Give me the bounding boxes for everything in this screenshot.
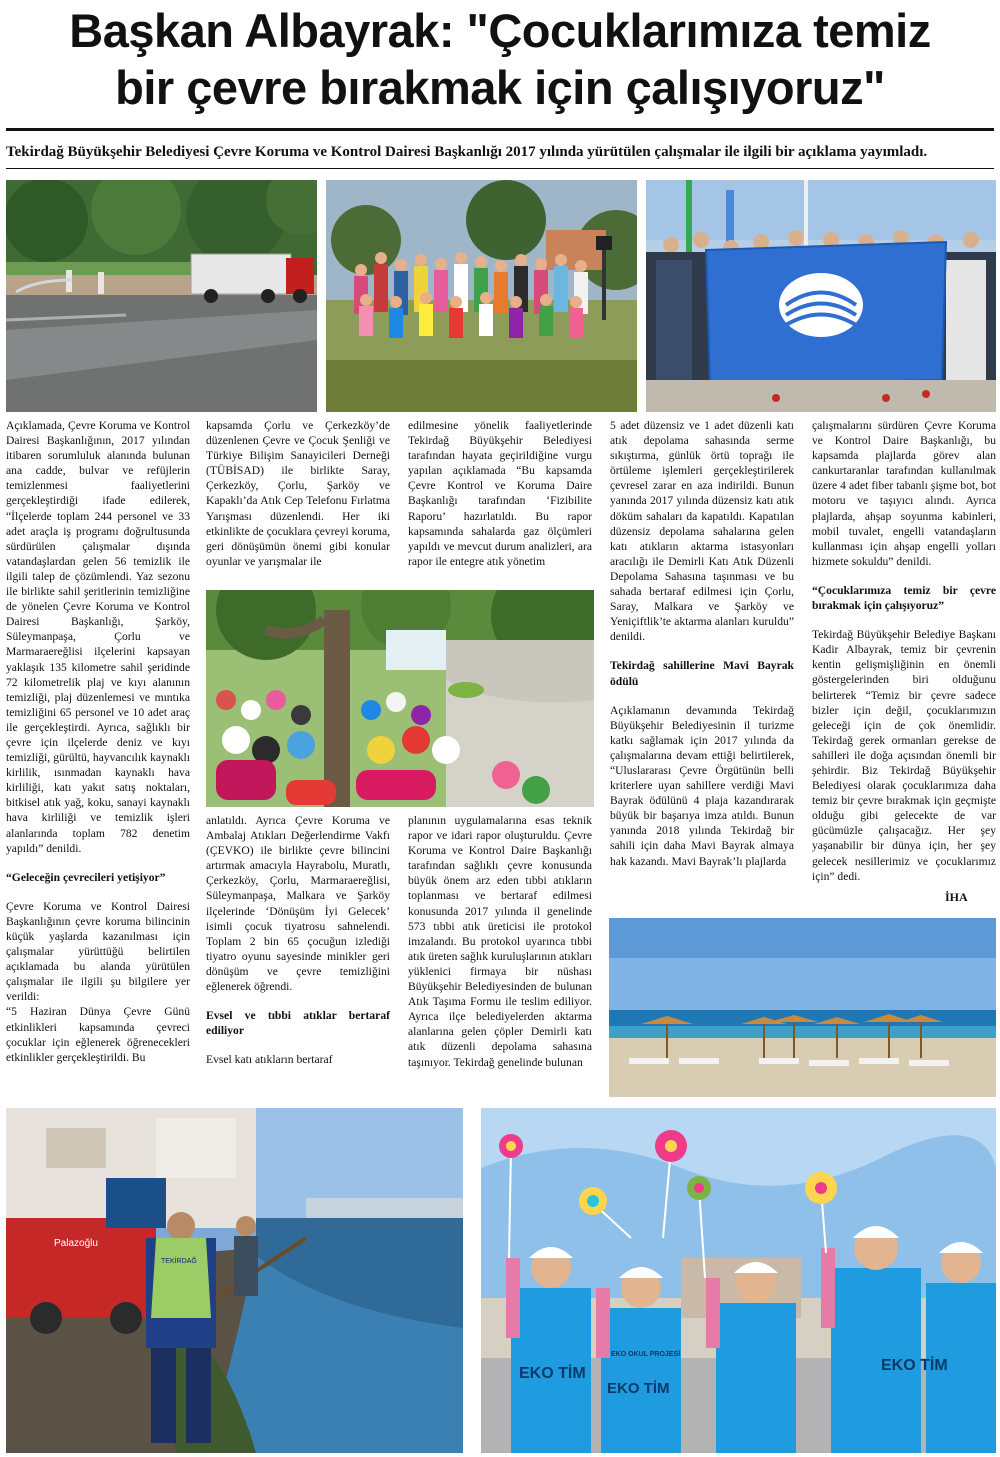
- body-paragraph: 5 adet düzensiz ve 1 adet düzenli katı atık depolama sahasında serme sıkıştırma, günlük örtü toprağı ile örtüleme işlemleri gerçekleştirilerek çevresel zarar en aza indirildi. Bunun yanında 2017 yılında düzensiz katı atık döküm sahaları da kapatıldı. Kapatılan düzensiz depolama sahalarına gelen katı atıkların aktarma istasyonları aracılığı ile Demirli Katı Atık Düzenli Depolama Sahasına taşınması ve bu sahada bertaraf edilmesi için Çorlu, Saray, Malkara ve Şarköy ve Yeniçiftlik’te aktarma alanları kuruldu” denildi.: [610, 419, 794, 644]
- article-column-2-top: [206, 418, 390, 569]
- vest-team-text-3: EKO TİM: [881, 1357, 948, 1374]
- body-paragraph: kapsamda Çorlu ve Çerkezköy’de düzenlenen Çevre ve Çocuk Şenliği ve Türkiye Bilişim Sanayicileri Derneği (TÜBİSAD) ile birlikte Saray, Çerkezköy, Çorlu, Şarköy ve Kapaklı’da Atık Cep Telefonu Fırlatma Yarışması düzenlendi. Her iki etkinlikte de çocuklara çevreyi koruma, geri dönüşümün önemi gibi konular oyunlar ve yarışmalar ile: [206, 419, 390, 568]
- article-column-4: [610, 418, 794, 869]
- page-title: [0, 2, 1000, 116]
- blue-flag-photo: [646, 180, 996, 412]
- section-heading: “Çocuklarımıza temiz bir çevre bırakmak için çalışıyoruz”: [812, 583, 996, 613]
- section-heading: Tekirdağ sahillerine Mavi Bayrak ödülü: [610, 659, 794, 688]
- body-paragraph: “5 Haziran Dünya Çevre Günü etkinlikleri kapsamında çevreci çocuklar için eğlenerek öğrenecekleri etkinlikler gerçekleştirildi. Bu: [6, 1005, 190, 1064]
- children-group-photo: [326, 180, 637, 412]
- article-column-3-bottom: [408, 813, 592, 1070]
- article-column-1: [6, 418, 190, 1065]
- body-paragraph: Tekirdağ Büyükşehir Belediye Başkanı Kadir Albayrak, temiz bir çevrenin kentin gelişmişliğinin en önemli göstergelerinden biri olduğunu belirterek “Temiz bir çevre sadece bizler için değil, çocuklarımızın geleceği için de çok önemlidir. Tekirdağ gerek ormanları gerekse de sahilleri ile doğa açısından önemli bir şehirdir. Biz Tekirdağ Büyükşehir Belediyesi olarak çocuklarımıza daha temiz bir çevre bırakmak için geçmişte olduğu gibi gelecekte de var gücümüzle çalışacağız. Her şey yaşanabilir bir dünya için, her şey gelecek nesillerimiz ve çocuklarımız için” dedi.: [812, 628, 996, 883]
- body-paragraph: Çevre Koruma ve Kontrol Dairesi Başkanlığının çevre koruma bilincinin küçük yaşlarda kazanılması için çalışmalar yürüttüğü belirtilen açıklamada bu alanda yürütülen çalışmalar ile ilgili şu bilgilere yer verildi:: [6, 899, 190, 1004]
- headline-rule: [6, 128, 994, 131]
- body-paragraph: anlatıldı. Ayrıca Çevre Koruma ve Ambalaj Atıkları Değerlendirme Vakfı (ÇEVKO) ile birlikte çevre bilincini artırmak amacıyla Hayrabolu, Muratlı, Çerkezköy, Çorlu, Marmaraereğlisi, Süleymanpaşa, Malkara ve Şarköy ilçelerinde ‘Dönüşüm İyi Gelecek’ isimli çocuk tiyatrosu sahnelendi. Toplam 2 bin 65 çocuğun izlediği tiyatro oyunu sayesinde minikler geri dönüşüm ve çevre temizliğini eğlenerek öğrendi.: [206, 814, 390, 994]
- subheadline: Tekirdağ Büyükşehir Belediyesi Çevre Koruma ve Kontrol Dairesi Başkanlığı 2017 yılında yürütülen çalışmalar ile ilgili bir açıklama yayımladı.: [6, 144, 928, 160]
- shore-cleaning-photo: [6, 1108, 463, 1453]
- body-paragraph: Açıklamada, Çevre Koruma ve Kontrol Dairesi Başkanlığının, 2017 yılından itibaren sorumluluk alanında bulunan ana cadde, bulvar ve refüjlerin temizlenmesi faaliyetlerini gerçekleştirdiği ifade edilerek, “İlçelerde toplam 244 personel ve 33 adet araçla iş programı doğrultusunda sürdürülen çalışmalar dışında vatandaşlardan gelen 56 temizlik ile ilgili talep de çözümlendi. Yaz sezonu ile birlikte sahil şeritlerinin temizliğine de yönelen Çevre Koruma ve Kontrol Dairesi Başkanlığı, Şarköy, Süleymanpaşa, Çorlu ve Marmaraereğlisi ilçelerini kapsayan yaklaşık 135 kilometre sahil şeridinde 72 kilometrelik plaj ve kıyı alanının temizliği, plaj düzenlemesi ve mıntıka temizliğini 65 personel ve 10 adet araç ile gerçekleştirdi. Ayrıca, sağlıklı bir çevre için ilçelerde deniz ve kıyı temizliği, gürültü, hayvancılık kaynaklı kirlilik, ısınmadan kaynaklı hava kirliliği, katı yakıt satış noktaları, bitkisel atık yağ, koku, sanayi kaynaklı hava kirliliği ve temizlik işleri alanlarında toplam 782 denetim yapıldı” denildi.: [6, 419, 190, 855]
- vest-team-text-2: EKO TİM: [607, 1380, 670, 1397]
- eco-team-children-photo: [481, 1108, 996, 1453]
- subheadline-rule: [6, 168, 994, 169]
- beach-umbrellas-photo: [609, 918, 996, 1097]
- body-paragraph: Evsel katı atıkların bertaraf: [206, 1053, 333, 1067]
- street-cleaning-photo: [6, 180, 317, 412]
- children-theatre-photo: [206, 590, 594, 807]
- news-agency-credit: İHA: [945, 890, 968, 904]
- truck-brand-text: Palazoğlu: [54, 1238, 98, 1249]
- vest-project-text: EKO OKUL PROJESİ: [611, 1351, 681, 1358]
- article-column-2-bottom: [206, 813, 390, 1067]
- headline-line-2: bir çevre bırakmak için çalışıyoruz": [115, 61, 885, 114]
- vest-text: TEKİRDAĞ: [161, 1258, 197, 1265]
- headline-line-1: Başkan Albayrak: "Çocuklarımıza temiz: [69, 4, 931, 57]
- section-heading: Evsel ve tıbbi atıklar bertaraf ediliyor: [206, 1009, 390, 1038]
- body-paragraph: Açıklamanın devamında Tekirdağ Büyükşehir Belediyesinin il turizme katkı sağlamak için 2017 yılında da çalışmalarına devam ettiği belirtilerek, “Uluslararası Çevre Örgütünün belli kriterlere uyan sahillere verdiği Mavi Bayrak ödülünü 4 plaja kazandırarak büyük bir başarıya imza atıldı. Bunun yanında 2018 yılında Tekirdağ bir sahili için daha Mavi Bayrak almaya hak kazandı. Mavi Bayrak’lı plajlarda: [610, 703, 794, 868]
- article-column-5: [812, 418, 996, 884]
- body-paragraph: edilmesine yönelik faaliyetlerinde Tekirdağ Büyükşehir Belediyesi tarafından hayata geçirildiğine vurgu yapılan açıklamada “Bu kapsamda Çevre Kontrol ve Koruma Daire Başkanlığı tarafından ‘Fizibilite Raporu’ hazırlatıldı. Bu rapor kapsamında sahalarda gaz ölçümleri yapıldı ve mevcut durum analizleri, ara rapor ile entegre atık yönetim: [408, 419, 592, 568]
- vest-team-text-1: EKO TİM: [519, 1365, 586, 1382]
- article-column-3-top: [408, 418, 592, 569]
- section-heading: “Geleceğin çevrecileri yetişiyor”: [6, 870, 166, 884]
- body-paragraph: çalışmalarını sürdüren Çevre Koruma ve Kontrol Daire Başkanlığı, bu kapsamda plajlarda görev alan cankurtaranlar tarafından kullanılmak üzere 4 adet fiber tabanlı şişme bot, bot motoru ve taşıyıcı alındı. Ayrıca plajlarda, ahşap soyunma kabinleri, mobil tuvalet, engelli vatandaşların kullanması için ahşap engelli yolları hizmete sokuldu” denildi.: [812, 419, 996, 568]
- body-paragraph: planının uygulamalarına esas teknik rapor ve idari rapor oluşturuldu. Çevre Koruma ve Kontrol Daire Başkanlığı tarafından sağlıklı çevre konusunda büyük önem arz eden tıbbi atıkların toplanması ve bertaraf edilmesi konusunda 2017 yılında il genelinde 573 tıbbi atık üreticisi ile protokol imzalandı. Bu protokol uyarınca tıbbi atık üreten sağlık kuruluşlarının atıkları yüklenici firmaya bir nüshası Büyükşehir Belediyesinden de bulunan Atık Taşıma Formu ile teslim ediliyor. Ayrıca ilçe belediyelerden aktarma alanlarına gelen çöpler Demirli katı atık düzenli depolama sahasına taşınıyor. Tekirdağ genelinde bulunan: [408, 814, 592, 1069]
